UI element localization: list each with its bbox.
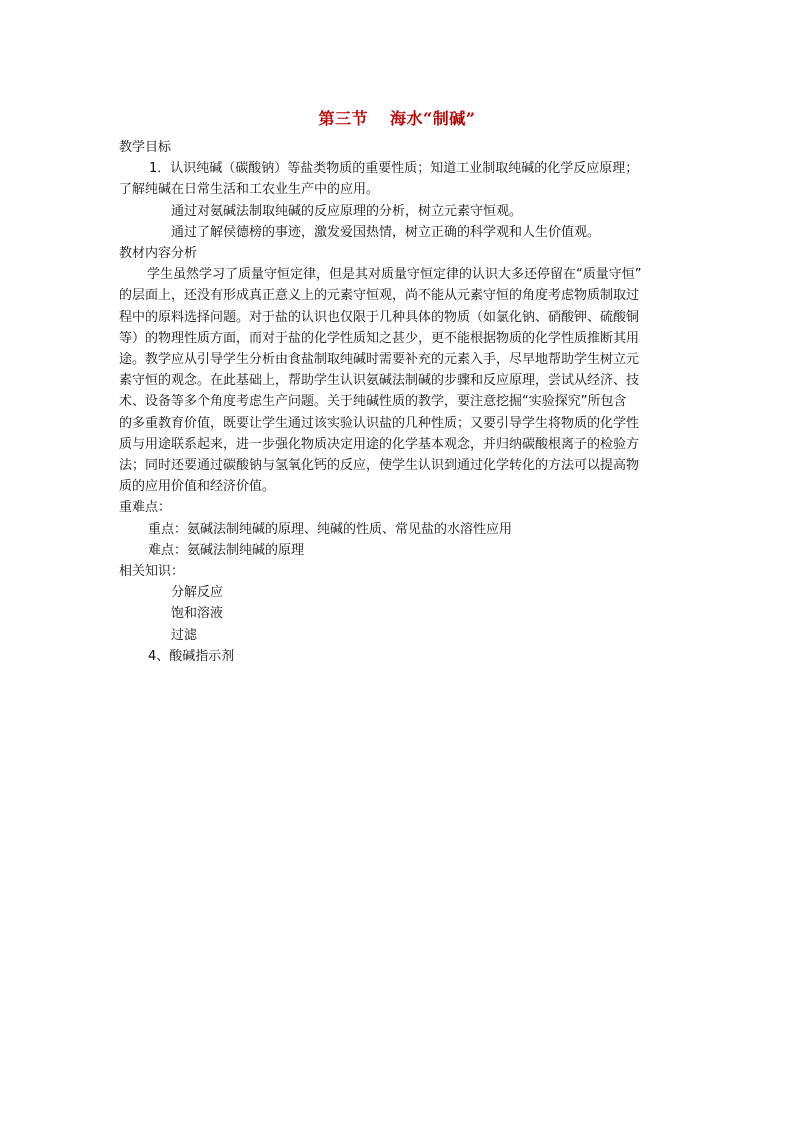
objective-item-3: 通过了解侯德榜的事迹，激发爱国热情，树立正确的科学观和人生价值观。	[171, 224, 601, 240]
difficult-point: 难点：氨碱法制纯碱的原理	[148, 542, 305, 558]
key-point: 重点：氨碱法制纯碱的原理、纯碱的性质、常见盐的水溶性应用	[148, 521, 513, 537]
analysis-line: 的多重教育价值，既要让学生通过该实验认识盐的几种性质；又要引导学生将物质的化学性	[119, 415, 640, 431]
analysis-heading: 教材内容分析	[119, 246, 198, 262]
analysis-line: 素守恒的观念。在此基础上，帮助学生认识氨碱法制碱的步骤和反应原理，尝试从经济、技	[119, 373, 640, 389]
objective-item-1-line-2: 了解纯碱在日常生活和工农业生产中的应用。	[119, 182, 380, 198]
related-item-2: 饱和溶液	[171, 606, 224, 622]
page-title	[0, 106, 794, 129]
analysis-line: 途。教学应从引导学生分析由食盐制取纯碱时需要补充的元素入手，尽早地帮助学生树立元	[119, 352, 640, 368]
objectives-heading: 教学目标	[119, 140, 172, 155]
analysis-line: 学生虽然学习了质量守恒定律，但是其对质量守恒定律的认识大多还停留在“质量守恒”	[147, 267, 642, 283]
analysis-line: 质与用途联系起来，进一步强化物质决定用途的化学基本观念，并归纳碳酸根离子的检验方	[119, 436, 640, 452]
related-heading: 相关知识：	[119, 564, 185, 580]
analysis-line: 的层面上，还没有形成真正意义上的元素守恒观，尚不能从元素守恒的角度考虑物质制取过	[119, 288, 640, 304]
analysis-line: 法；同时还要通过碳酸钠与氢氧化钙的反应，使学生认识到通过化学转化的方法可以提高物	[119, 458, 640, 474]
analysis-line: 等）的物理性质方面，而对于盐的化学性质知之甚少，更不能根据物质的化学性质推断其用	[119, 330, 640, 346]
analysis-line: 术、设备等多个角度考虑生产问题。关于纯碱性质的教学，要注意挖掘“实验探究”所包含	[119, 394, 627, 410]
title-section-number: 第三节	[318, 109, 369, 128]
document-body	[119, 137, 675, 667]
analysis-line: 程中的原料选择问题。对于盐的认识也仅限于几种具体的物质（如氯化钠、硝酸钾、硫酸铜	[119, 309, 640, 325]
objective-item-2: 通过对氨碱法制取纯碱的反应原理的分析，树立元素守恒观。	[171, 203, 523, 219]
related-item-1: 分解反应	[171, 585, 224, 601]
title-topic: 海水“制碱”	[390, 109, 476, 128]
related-item-3: 过滤	[171, 627, 198, 643]
objective-item-1-line-1: 1．认识纯碱（碳酸钠）等盐类物质的重要性质；知道工业制取纯碱的化学反应原理；	[149, 161, 639, 177]
related-item-4: 4、酸碱指示剂	[148, 648, 235, 664]
key-points-heading: 重难点：	[119, 500, 172, 516]
analysis-line: 质的应用价值和经济价值。	[119, 479, 276, 495]
